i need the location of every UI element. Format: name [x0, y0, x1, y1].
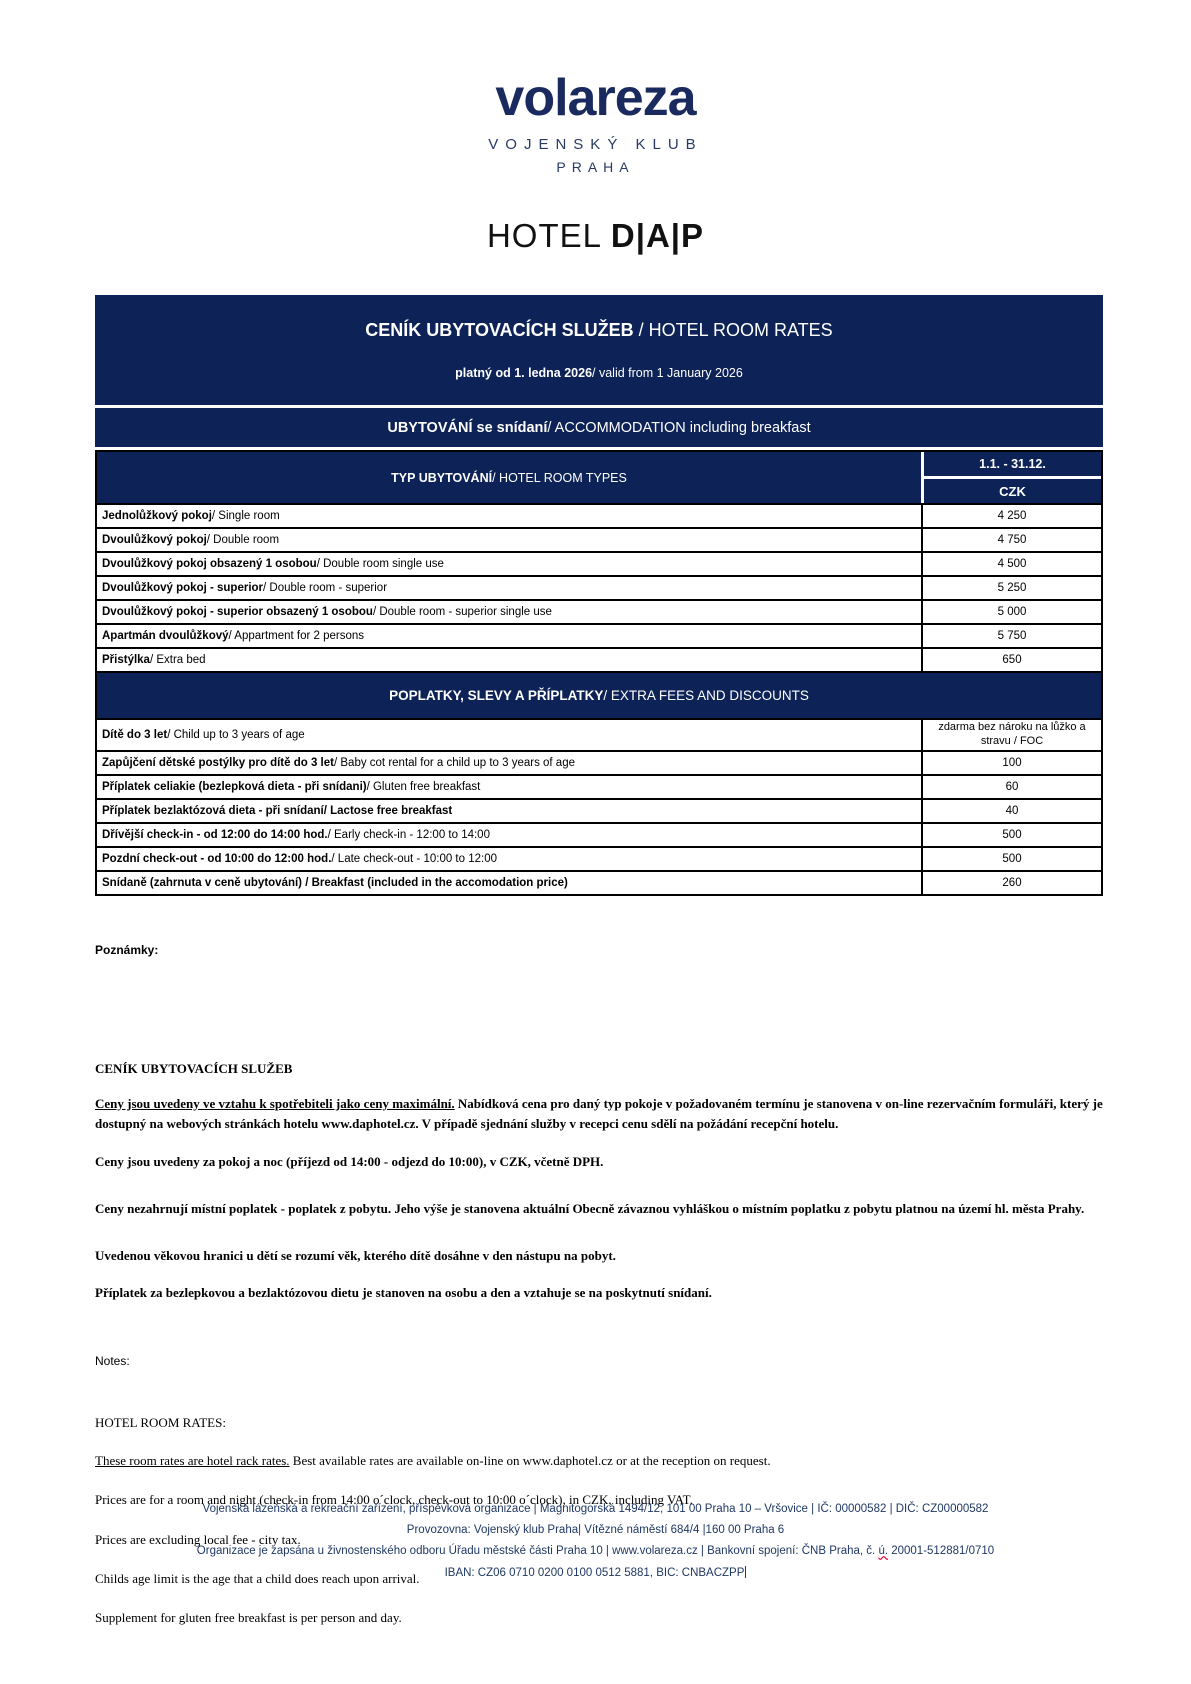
- row-price: 650: [921, 649, 1101, 671]
- accommodation-section-header: UBYTOVÁNÍ se snídaní / ACCOMMODATION including breakfast: [95, 408, 1103, 447]
- table-row: [97, 575, 1101, 599]
- footer: [0, 1499, 1191, 1584]
- note-paragraph: Supplement for gluten free breakfast is per person and day.: [95, 1610, 402, 1626]
- row-price: 5 250: [921, 577, 1101, 599]
- table-row: [97, 647, 1101, 671]
- price-list-banner: [95, 295, 1103, 405]
- row-label: Dítě do 3 let / Child up to 3 years of age: [102, 728, 305, 741]
- row-label: Příplatek bezlaktózová dieta - při snídaní/ Lactose free breakfast: [102, 804, 453, 817]
- row-label: Dvoulůžkový pokoj - superior obsazený 1 osobou / Double room - superior single use: [102, 606, 552, 618]
- row-label: Přistýlka / Extra bed: [102, 654, 206, 666]
- table-row: [97, 503, 1101, 527]
- row-price: 100: [921, 752, 1101, 774]
- note-paragraph: Prices are for a room and night (check-in from 14:00 o´clock, check-out to 10:00 o´clock), in CZK, including VAT.: [95, 1492, 693, 1508]
- notes-cs-heading: CENÍK UBYTOVACÍCH SLUŽEB: [95, 1060, 293, 1076]
- note-paragraph: Příplatek za bezlepkovou a bezlaktózovou dietu je stanoven na osobu a den a vztahuje se na poskytnutí snídaní.: [95, 1285, 712, 1301]
- hotel-name: [0, 217, 1191, 255]
- note-paragraph: Uvedenou věkovou hranici u dětí se rozumí věk, kterého dítě dosáhne v den nástupu na pobyt.: [95, 1247, 616, 1263]
- table-row: [97, 599, 1101, 623]
- row-price: 500: [921, 824, 1101, 846]
- table-row: [97, 527, 1101, 551]
- row-label: Dřívější check-in - od 12:00 do 14:00 hod. / Early check-in - 12:00 to 14:00: [102, 828, 490, 841]
- rates-table-header: [97, 452, 1101, 503]
- hotel-name-bold: D|A|P: [610, 217, 705, 254]
- row-label: Dvoulůžkový pokoj obsazený 1 osobou / Double room single use: [102, 558, 444, 570]
- accommodation-rows: [97, 503, 1101, 671]
- table-row: [97, 822, 1101, 846]
- row-price: zdarma bez nároku na lůžko a stravu / FOC: [921, 720, 1101, 750]
- row-label: Snídaně (zahrnuta v ceně ubytování) / Breakfast (included in the accomodation price): [102, 876, 568, 889]
- notes-cs: [95, 1061, 1103, 1305]
- row-price: 60: [921, 776, 1101, 798]
- table-row: [97, 623, 1101, 647]
- text-cursor: [745, 1566, 746, 1578]
- period-header: 1.1. - 31.12.: [924, 452, 1101, 479]
- footer-line: Vojenská lázeňská a rekreační zařízení, příspěvková organizace | Magnitogorská 1494/12, 101 00 Praha 10 – Vršovice | IČ: 00000582 | DIČ: CZ00000582: [202, 1502, 989, 1515]
- logo: [0, 0, 1191, 175]
- notes-en-label: Notes:: [95, 1354, 130, 1369]
- row-price: 500: [921, 848, 1101, 870]
- table-row: [97, 846, 1101, 870]
- note-paragraph: Prices are excluding local fee - city tax.: [95, 1531, 301, 1547]
- fees-section-header: POPLATKY, SLEVY A PŘÍPLATKY / EXTRA FEES AND DISCOUNTS: [97, 671, 1101, 718]
- row-price: 4 750: [921, 529, 1101, 551]
- table-row: [97, 551, 1101, 575]
- column-header-price: [921, 452, 1101, 503]
- table-row: [97, 718, 1101, 750]
- validity-line: platný od 1. ledna 2026/ valid from 1 January 2026: [455, 366, 743, 380]
- notes-cs-label: Poznámky:: [95, 942, 159, 957]
- table-row: [97, 774, 1101, 798]
- table-row: [97, 750, 1101, 774]
- row-price: 4 500: [921, 553, 1101, 575]
- note-paragraph: Ceny nezahrnují místní poplatek - poplatek z pobytu. Jeho výše je stanovena aktuální Obecně závaznou vyhláškou o místním poplatku z pobytu platnou na území hl. města Prahy.: [95, 1200, 1085, 1216]
- note-paragraph: Ceny jsou uvedeny za pokoj a noc (příjezd od 14:00 - odjezd do 10:00), v CZK, včetně DPH.: [95, 1154, 604, 1170]
- table-row: [97, 870, 1101, 894]
- note-paragraph: These room rates are hotel rack rates. Best available rates are available on-line on www.daphotel.cz or at the reception on request.: [95, 1453, 771, 1469]
- row-label: Dvoulůžkový pokoj / Double room: [102, 534, 280, 546]
- notes-en-heading: HOTEL ROOM RATES:: [95, 1415, 226, 1431]
- row-label: Zapůjčení dětské postýlky pro dítě do 3 let / Baby cot rental for a child up to 3 years of age: [102, 756, 575, 769]
- logo-city: PRAHA: [556, 159, 635, 175]
- row-label: Příplatek celiakie (bezlepková dieta - při snídani) / Gluten free breakfast: [102, 780, 481, 793]
- row-price: 5 750: [921, 625, 1101, 647]
- logo-wordmark: volareza: [495, 69, 696, 127]
- table-row: [97, 798, 1101, 822]
- hotel-name-light: HOTEL: [486, 217, 611, 254]
- footer-line: Organizace je zapsána u živnostenského odboru Úřadu městské části Praha 10 | www.volareza.cz | Bankovní spojení: ČNB Praha, č. ú. 20001-512881/0710: [196, 1545, 995, 1558]
- fees-rows: [97, 718, 1101, 894]
- column-header-room-types: TYP UBYTOVÁNÍ / HOTEL ROOM TYPES: [391, 470, 627, 485]
- footer-line: IBAN: CZ06 0710 0200 0100 0512 5881, BIC: CNBACZPP: [444, 1566, 745, 1579]
- rates-table: [95, 450, 1103, 896]
- note-paragraph: Childs age limit is the age that a child does reach upon arrival.: [95, 1570, 420, 1586]
- logo-subtitle: VOJENSKÝ KLUB: [488, 136, 703, 153]
- currency-header: CZK: [999, 483, 1026, 499]
- row-price: 4 250: [921, 505, 1101, 527]
- row-label: Apartmán dvoulůžkový / Appartment for 2 persons: [102, 630, 365, 642]
- row-price: 260: [921, 872, 1101, 894]
- spellcheck-underline: ú.: [878, 1545, 889, 1558]
- row-label: Jednolůžkový pokoj / Single room: [102, 510, 280, 522]
- note-paragraph: Ceny jsou uvedeny ve vztahu k spotřebiteli jako ceny maximální. Nabídková cena pro daný typ pokoje v požadovaném termínu je stanovena v on-line rezervačním formuláři, který je dostupný na webových stránkách hotelu www.daphotel.cz. V případě sjednání služby v recepci cenu sdělí na požádání recepční hotelu.: [95, 1095, 1103, 1132]
- row-label: Pozdní check-out - od 10:00 do 12:00 hod. / Late check-out - 10:00 to 12:00: [102, 852, 497, 865]
- footer-line: Provozovna: Vojenský klub Praha| Vítězné náměstí 684/4 |160 00 Praha 6: [406, 1524, 785, 1537]
- price-list-title: CENÍK UBYTOVACÍCH SLUŽEB / HOTEL ROOM RATES: [365, 320, 833, 340]
- row-price: 40: [921, 800, 1101, 822]
- row-label: Dvoulůžkový pokoj - superior / Double room - superior: [102, 582, 388, 594]
- row-price: 5 000: [921, 601, 1101, 623]
